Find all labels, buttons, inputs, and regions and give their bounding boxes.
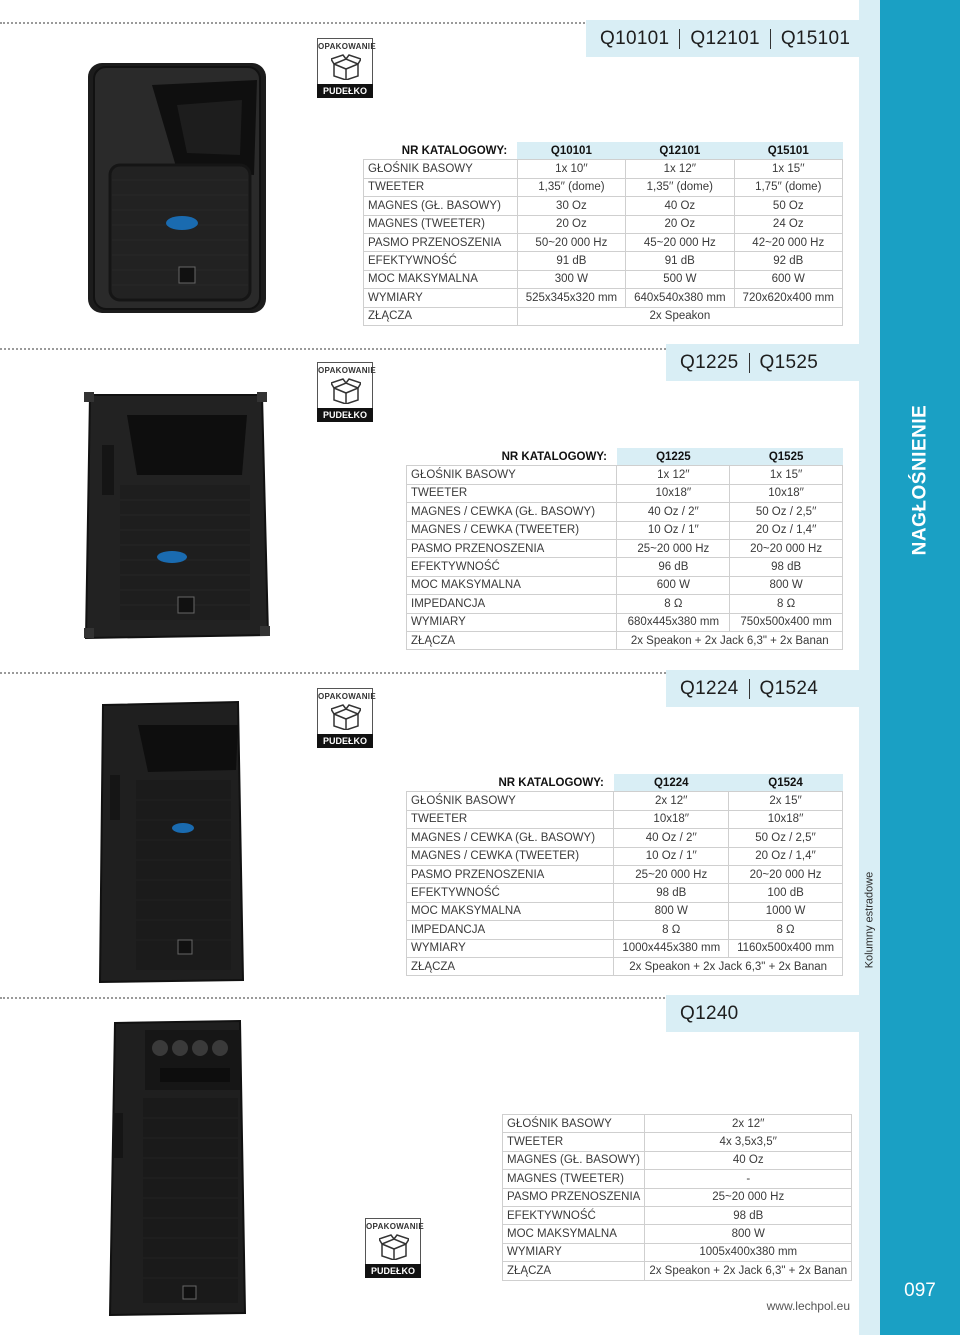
spec-value: 20~20 000 Hz bbox=[729, 865, 843, 883]
table-row bbox=[407, 484, 843, 502]
model-code: Q15101 bbox=[780, 27, 851, 49]
spec-label: GŁOŚNIK BASOWY bbox=[407, 466, 617, 484]
spec-value: 1x 15′′ bbox=[730, 466, 843, 484]
table-row bbox=[407, 558, 843, 576]
catalog-label: NR KATALOGOWY: bbox=[407, 448, 617, 466]
speaker-photo-q1224 bbox=[98, 700, 248, 985]
spec-value: 50 Oz / 2,5′′ bbox=[730, 503, 843, 521]
table-row bbox=[407, 613, 843, 631]
spec-value: 25~20 000 Hz bbox=[645, 1188, 852, 1206]
model-code: Q1240 bbox=[680, 1002, 739, 1024]
model-code: Q12101 bbox=[690, 27, 760, 49]
spec-label: GŁOŚNIK BASOWY bbox=[364, 160, 518, 178]
table-row bbox=[407, 503, 843, 521]
table-row bbox=[407, 466, 843, 484]
page-number: 097 bbox=[904, 1280, 936, 1301]
spec-value: 680x445x380 mm bbox=[617, 613, 730, 631]
table-row bbox=[503, 1115, 852, 1133]
spec-label: TWEETER bbox=[364, 178, 518, 196]
table-row bbox=[503, 1188, 852, 1206]
package-badge: OPAKOWANIE PUDEŁKO bbox=[365, 1218, 421, 1278]
spec-label: MAGNES / CEWKA (GŁ. BASOWY) bbox=[407, 829, 614, 847]
package-badge: OPAKOWANIE PUDEŁKO bbox=[317, 688, 373, 748]
table-row bbox=[364, 197, 843, 215]
spec-label: MAGNES / CEWKA (TWEETER) bbox=[407, 521, 617, 539]
table-row bbox=[407, 847, 843, 865]
spec-label: MOC MAKSYMALNA bbox=[503, 1225, 645, 1243]
spec-value: 720x620x400 mm bbox=[734, 289, 842, 307]
spec-value: 300 W bbox=[517, 270, 625, 288]
spec-value: 25~20 000 Hz bbox=[614, 865, 729, 883]
spec-value: 10x18′′ bbox=[730, 484, 843, 502]
spec-value: 91 dB bbox=[517, 252, 625, 270]
spec-value: 4x 3,5x3,5′′ bbox=[645, 1133, 852, 1151]
open-box-icon bbox=[331, 704, 361, 730]
spec-label: EFEKTYWNOŚĆ bbox=[364, 252, 518, 270]
spec-value: 10x18′′ bbox=[729, 810, 843, 828]
spec-label: WYMIARY bbox=[407, 613, 617, 631]
spec-value: 525x345x320 mm bbox=[517, 289, 625, 307]
table-row bbox=[364, 160, 843, 178]
spec-table-q1224 bbox=[406, 774, 843, 976]
spec-label: GŁOŚNIK BASOWY bbox=[503, 1115, 645, 1133]
model-title bbox=[666, 344, 859, 381]
table-header-row bbox=[407, 448, 843, 466]
spec-value: 750x500x400 mm bbox=[730, 613, 843, 631]
table-row bbox=[503, 1170, 852, 1188]
spec-value: 600 W bbox=[617, 576, 730, 594]
spec-value: 10x18′′ bbox=[617, 484, 730, 502]
spec-value: 20~20 000 Hz bbox=[730, 539, 843, 557]
spec-value: 30 Oz bbox=[517, 197, 625, 215]
spec-value: 1000x445x380 mm bbox=[614, 939, 729, 957]
spec-value: 10 Oz / 1′′ bbox=[617, 521, 730, 539]
spec-label: MOC MAKSYMALNA bbox=[407, 576, 617, 594]
table-row bbox=[503, 1133, 852, 1151]
table-row bbox=[364, 215, 843, 233]
table-row bbox=[364, 233, 843, 251]
spec-value: 1,35′′ (dome) bbox=[626, 178, 734, 196]
spec-label: MOC MAKSYMALNA bbox=[407, 902, 614, 920]
spec-label: TWEETER bbox=[407, 484, 617, 502]
open-box-icon bbox=[331, 378, 361, 404]
spec-value: 20 Oz bbox=[626, 215, 734, 233]
spec-value: 2x 15′′ bbox=[729, 792, 843, 810]
spec-label: ZŁĄCZA bbox=[407, 631, 617, 649]
spec-value: 96 dB bbox=[617, 558, 730, 576]
spec-label: MAGNES (GŁ. BASOWY) bbox=[364, 197, 518, 215]
table-row bbox=[364, 178, 843, 196]
spec-value: 20 Oz / 1,4′′ bbox=[729, 847, 843, 865]
speaker-photo-q101 bbox=[82, 55, 272, 320]
spec-value: 1,35′′ (dome) bbox=[517, 178, 625, 196]
table-row bbox=[407, 921, 843, 939]
spec-value: 2x Speakon bbox=[517, 307, 842, 325]
spec-value: 600 W bbox=[734, 270, 842, 288]
model-title bbox=[666, 995, 859, 1032]
spec-value: 20 Oz bbox=[517, 215, 625, 233]
spec-value: 2x Speakon + 2x Jack 6,3" + 2x Banan bbox=[617, 631, 843, 649]
column-header: Q1224 bbox=[614, 774, 729, 792]
catalog-label: NR KATALOGOWY: bbox=[407, 774, 614, 792]
spec-value: 40 Oz / 2′′ bbox=[614, 829, 729, 847]
table-row bbox=[407, 810, 843, 828]
column-header: Q12101 bbox=[626, 142, 734, 160]
model-separator bbox=[679, 29, 680, 49]
spec-value: 40 Oz bbox=[626, 197, 734, 215]
column-header: Q1524 bbox=[729, 774, 843, 792]
column-header: Q15101 bbox=[734, 142, 842, 160]
spec-label: ZŁĄCZA bbox=[407, 957, 614, 975]
model-title bbox=[666, 670, 859, 707]
spec-label: PASMO PRZENOSZENIA bbox=[407, 865, 614, 883]
spec-value: 1,75′′ (dome) bbox=[734, 178, 842, 196]
spec-value: 1x 12′′ bbox=[617, 466, 730, 484]
spec-value: 800 W bbox=[614, 902, 729, 920]
spec-label: TWEETER bbox=[503, 1133, 645, 1151]
model-separator bbox=[770, 29, 771, 49]
spec-label: MAGNES / CEWKA (GŁ. BASOWY) bbox=[407, 503, 617, 521]
spec-value: 40 Oz / 2′′ bbox=[617, 503, 730, 521]
spec-label: WYMIARY bbox=[364, 289, 518, 307]
spec-value: 98 dB bbox=[614, 884, 729, 902]
spec-value: 1160x500x400 mm bbox=[729, 939, 843, 957]
spec-value: 1005x400x380 mm bbox=[645, 1243, 852, 1261]
spec-label: MOC MAKSYMALNA bbox=[364, 270, 518, 288]
spec-value: 42~20 000 Hz bbox=[734, 233, 842, 251]
spec-value: 92 dB bbox=[734, 252, 842, 270]
spec-label: MAGNES / CEWKA (TWEETER) bbox=[407, 847, 614, 865]
table-row bbox=[364, 289, 843, 307]
spec-table-q101 bbox=[363, 142, 843, 326]
catalog-label: NR KATALOGOWY: bbox=[364, 142, 518, 160]
table-row bbox=[503, 1225, 852, 1243]
table-row bbox=[503, 1151, 852, 1169]
speaker-photo-q1225 bbox=[82, 390, 272, 645]
table-row bbox=[407, 521, 843, 539]
column-header: Q1225 bbox=[617, 448, 730, 466]
spec-label: WYMIARY bbox=[407, 939, 614, 957]
spec-value: 1x 12′′ bbox=[626, 160, 734, 178]
speaker-photo-q1240 bbox=[105, 1018, 250, 1318]
model-code: Q1224 bbox=[680, 677, 739, 699]
spec-value: 640x540x380 mm bbox=[626, 289, 734, 307]
table-header-row bbox=[407, 774, 843, 792]
spec-value: 25~20 000 Hz bbox=[617, 539, 730, 557]
spec-table-q1225 bbox=[406, 448, 843, 650]
spec-value: 50~20 000 Hz bbox=[517, 233, 625, 251]
open-box-icon bbox=[331, 54, 361, 80]
spec-value: 40 Oz bbox=[645, 1151, 852, 1169]
side-band-light bbox=[859, 0, 880, 1335]
spec-label: WYMIARY bbox=[503, 1243, 645, 1261]
spec-label: MAGNES (TWEETER) bbox=[364, 215, 518, 233]
spec-value: 98 dB bbox=[730, 558, 843, 576]
model-code: Q1525 bbox=[759, 351, 819, 373]
side-band-dark bbox=[880, 0, 960, 1335]
spec-value: 8 Ω bbox=[729, 921, 843, 939]
spec-value: 2x Speakon + 2x Jack 6,3" + 2x Banan bbox=[614, 957, 843, 975]
package-badge: OPAKOWANIE PUDEŁKO bbox=[317, 38, 373, 98]
table-row bbox=[407, 631, 843, 649]
spec-label: IMPEDANCJA bbox=[407, 595, 617, 613]
spec-value: 50 Oz / 2,5′′ bbox=[729, 829, 843, 847]
spec-value: 45~20 000 Hz bbox=[626, 233, 734, 251]
spec-label: TWEETER bbox=[407, 810, 614, 828]
table-row bbox=[364, 270, 843, 288]
spec-value: 98 dB bbox=[645, 1206, 852, 1224]
model-code: Q1225 bbox=[680, 351, 739, 373]
table-row bbox=[407, 595, 843, 613]
spec-label: PASMO PRZENOSZENIA bbox=[503, 1188, 645, 1206]
table-row bbox=[407, 829, 843, 847]
spec-label: EFEKTYWNOŚĆ bbox=[503, 1206, 645, 1224]
table-row bbox=[407, 865, 843, 883]
spec-value: 8 Ω bbox=[730, 595, 843, 613]
spec-value: 800 W bbox=[645, 1225, 852, 1243]
separator bbox=[0, 997, 665, 999]
spec-label: ZŁĄCZA bbox=[503, 1262, 645, 1280]
spec-value: 2x 12′′ bbox=[614, 792, 729, 810]
spec-value: 100 dB bbox=[729, 884, 843, 902]
spec-label: EFEKTYWNOŚĆ bbox=[407, 558, 617, 576]
spec-value: 20 Oz / 1,4′′ bbox=[730, 521, 843, 539]
table-row bbox=[503, 1206, 852, 1224]
spec-value: 24 Oz bbox=[734, 215, 842, 233]
spec-value: 1x 10′′ bbox=[517, 160, 625, 178]
table-row bbox=[364, 252, 843, 270]
spec-value: 2x 12′′ bbox=[645, 1115, 852, 1133]
model-separator bbox=[749, 679, 750, 699]
spec-label: IMPEDANCJA bbox=[407, 921, 614, 939]
table-row bbox=[407, 939, 843, 957]
spec-label: MAGNES (GŁ. BASOWY) bbox=[503, 1151, 645, 1169]
model-title bbox=[586, 20, 859, 57]
spec-value: 1x 15′′ bbox=[734, 160, 842, 178]
table-row bbox=[407, 902, 843, 920]
spec-label: PASMO PRZENOSZENIA bbox=[407, 539, 617, 557]
spec-label: ZŁĄCZA bbox=[364, 307, 518, 325]
category-label: NAGŁOŚNIENIE bbox=[909, 404, 930, 556]
column-header: Q10101 bbox=[517, 142, 625, 160]
spec-label: GŁOŚNIK BASOWY bbox=[407, 792, 614, 810]
spec-value: 500 W bbox=[626, 270, 734, 288]
table-row bbox=[407, 539, 843, 557]
spec-value: - bbox=[645, 1170, 852, 1188]
spec-label: PASMO PRZENOSZENIA bbox=[364, 233, 518, 251]
spec-value: 8 Ω bbox=[617, 595, 730, 613]
table-row bbox=[407, 576, 843, 594]
open-box-icon bbox=[379, 1234, 409, 1260]
table-row bbox=[364, 307, 843, 325]
table-row bbox=[407, 957, 843, 975]
spec-value: 91 dB bbox=[626, 252, 734, 270]
column-header: Q1525 bbox=[730, 448, 843, 466]
spec-value: 2x Speakon + 2x Jack 6,3" + 2x Banan bbox=[645, 1262, 852, 1280]
spec-value: 1000 W bbox=[729, 902, 843, 920]
subcategory-label: Kolumny estradowe bbox=[863, 871, 876, 969]
separator bbox=[0, 22, 585, 24]
spec-value: 10 Oz / 1′′ bbox=[614, 847, 729, 865]
model-code: Q10101 bbox=[600, 27, 670, 49]
package-badge: OPAKOWANIE PUDEŁKO bbox=[317, 362, 373, 422]
table-row bbox=[407, 884, 843, 902]
model-code: Q1524 bbox=[759, 677, 819, 699]
spec-value: 50 Oz bbox=[734, 197, 842, 215]
table-row bbox=[407, 792, 843, 810]
spec-table-q1240 bbox=[502, 1114, 852, 1281]
website-link[interactable]: www.lechpol.eu bbox=[766, 1299, 850, 1313]
table-row bbox=[503, 1262, 852, 1280]
spec-label: MAGNES (TWEETER) bbox=[503, 1170, 645, 1188]
table-row bbox=[503, 1243, 852, 1261]
spec-value: 800 W bbox=[730, 576, 843, 594]
spec-value: 10x18′′ bbox=[614, 810, 729, 828]
model-separator bbox=[749, 353, 750, 373]
table-header-row bbox=[364, 142, 843, 160]
spec-value: 8 Ω bbox=[614, 921, 729, 939]
spec-label: EFEKTYWNOŚĆ bbox=[407, 884, 614, 902]
